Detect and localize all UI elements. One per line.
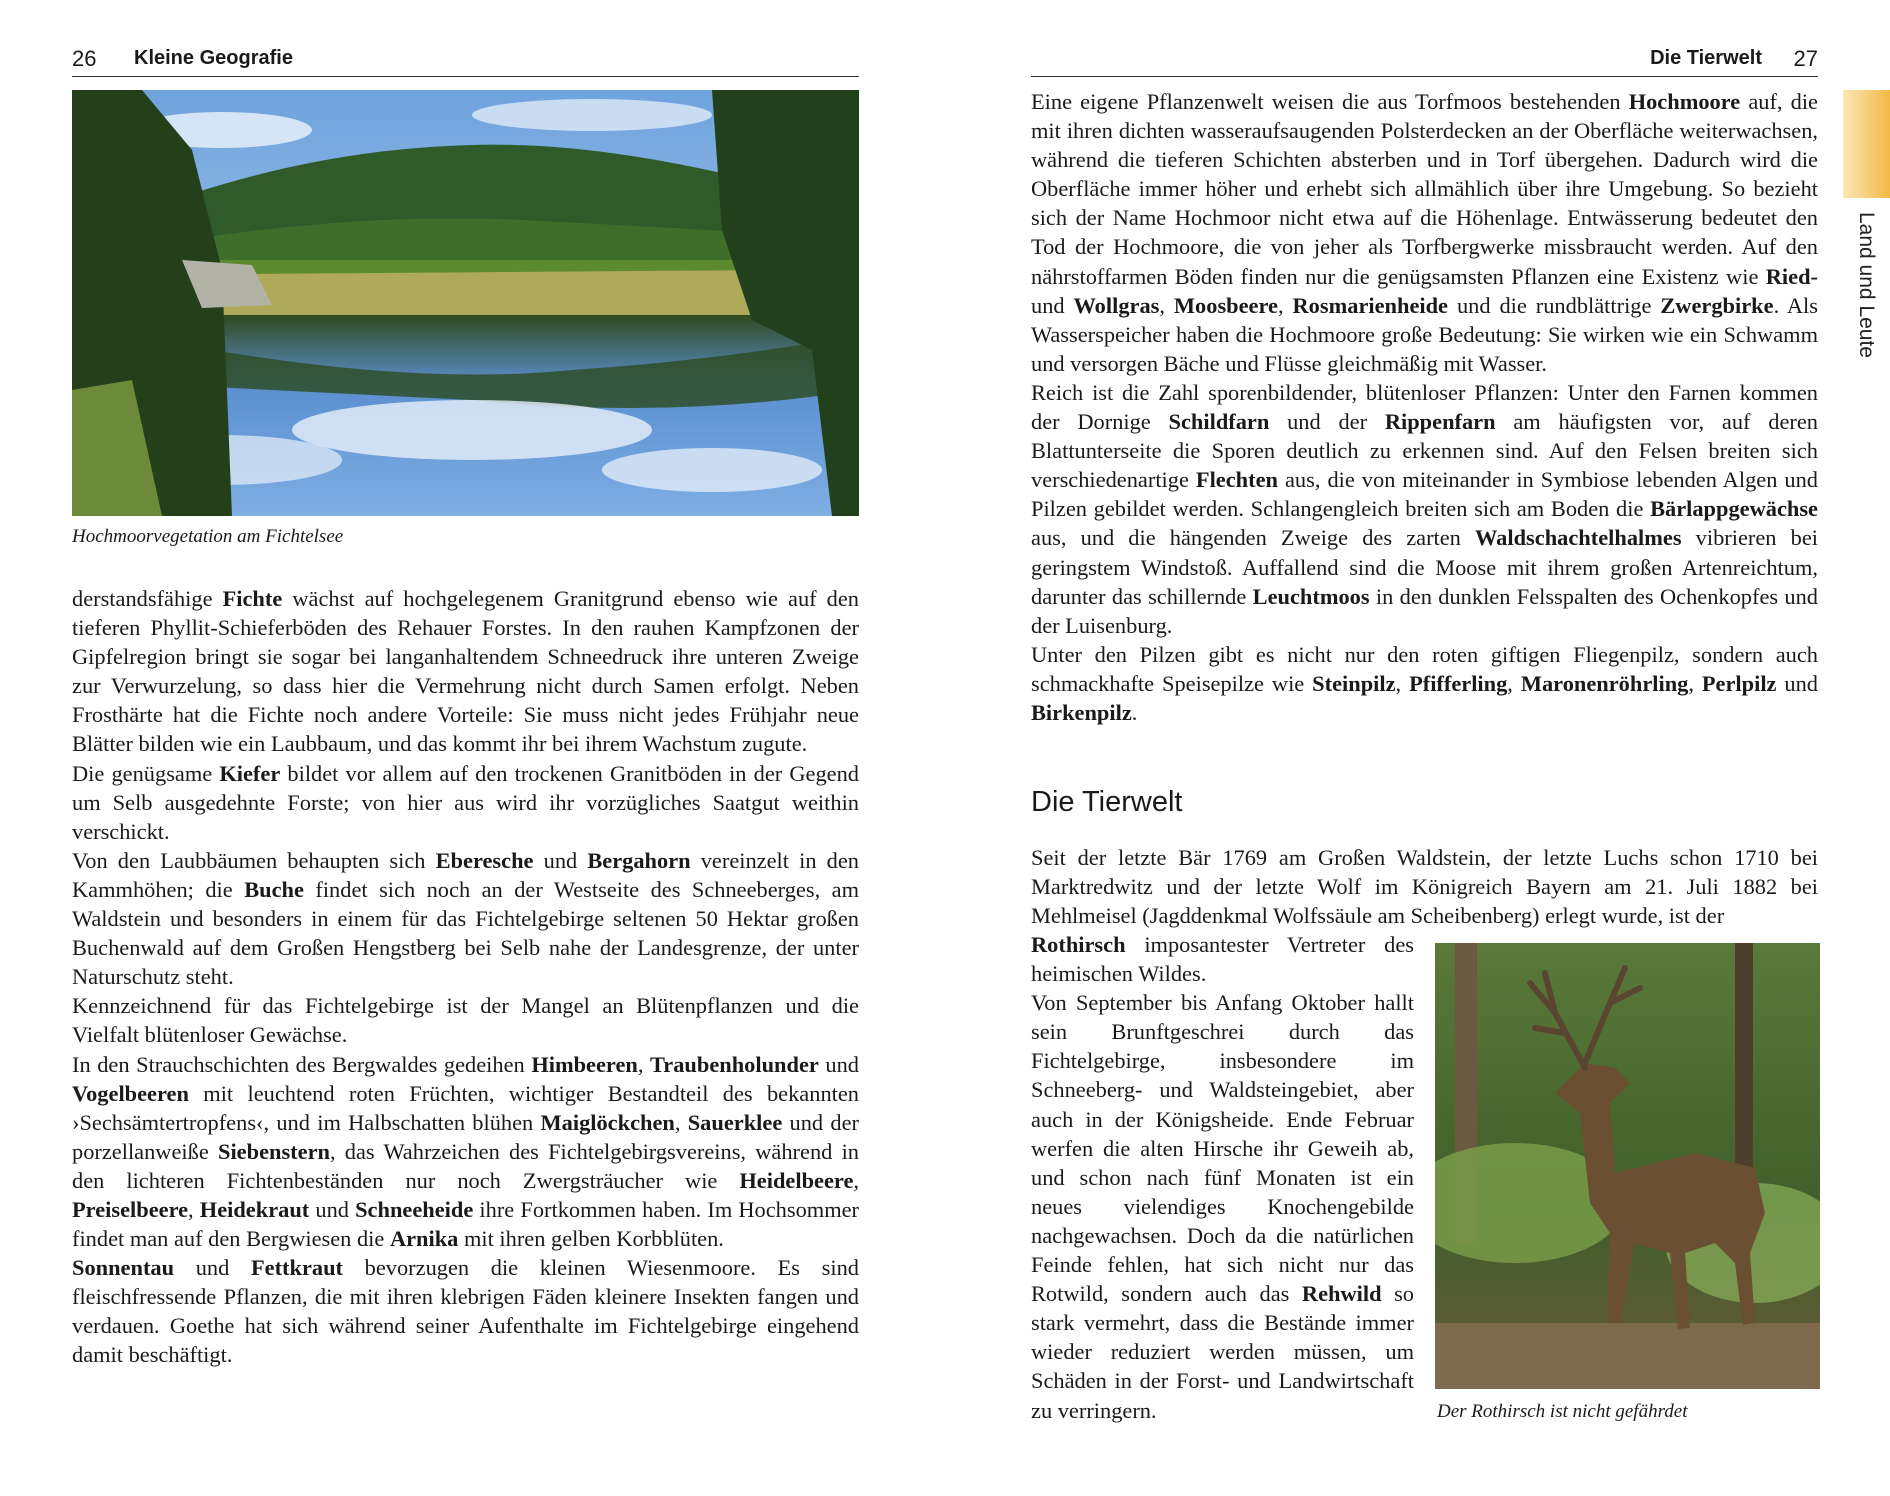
photo-caption: Der Rothirsch ist nicht gefährdet (1437, 1401, 1688, 1422)
body-text-right-intro: Seit der letzte Bär 1769 am Großen Waldstein, der letzte Luchs schon 1710 bei Marktredwitz und der letzte Wolf im Königreich Bayern am 21. Juli 1882 bei Mehlmeisel (Jagddenkmal Wolfssäule am Scheibenberg) erlegt wurde, ist der (1031, 845, 1818, 929)
running-title: Die Tierwelt (1650, 47, 1762, 69)
section-heading: Die Tierwelt (1031, 786, 1183, 818)
chapter-tab-label: Land und Leute (1855, 212, 1878, 358)
running-title: Kleine Geografie (134, 47, 293, 69)
chapter-tab (1843, 90, 1890, 198)
body-text-right-column: Rothirsch imposantester Vertreter des heimischen Wildes. Von September bis Anfang Oktober hallt sein Brunftgeschrei durch das Fichtelgebirge, insbesondere im Schneeberg- und Waldsteingebiet, aber auch in der Königsheide. Ende Februar werfen die alten Hirsche ihr Geweih ab, und schon nach fünf Monaten ist ein neues vielendiges Knochengebilde nachgewachsen. Doch da die natürlichen Feinde fehlen, hat sich nicht nur das Rotwild, sondern auch das Rehwild so stark vermehrt, dass die Bestände immer wieder reduziert werden müssen, um Schäden in der Forst- und Landwirtschaft zu verringern. (1031, 932, 1414, 1423)
photo-caption: Hochmoorvegetation am Fichtelsee (72, 526, 344, 547)
page-header-right (1031, 44, 1818, 77)
lake-photo (72, 90, 859, 516)
body-text-left: derstandsfähige Fichte wächst auf hochgelegenem Granitgrund ebenso wie auf den tieferen Phyllit-Schieferböden des Rehauer Forstes. In den rauhen Kampfzonen der Gipfelregion bringt sie sogar bei langanhaltendem Schneedruck ihre unteren Zweige zur Verwurzelung, so dass hier die Vermehrung nicht durch Samen erfolgt. Neben Frosthärte hat die Fichte noch andere Vorteile: Sie muss nicht jedes Frühjahr neue Blätter bilden wie ein Laubbaum, und das kommt ihr bei ihrem Wachstum zugute. Die genügsame Kiefer bildet vor allem auf den trockenen Granitböden in der Gegend um Selb ausgedehnte Forste; von hier aus wird ihr vorzügliches Saatgut weithin verschickt. Von den Laubbäumen behaupten sich Eberesche und Bergahorn vereinzelt in den Kammhöhen; die Buche findet sich noch an der Westseite des Schneeberges, am Waldstein und besonders in einem für das Fichtelgebirge seltenen 50 Hektar großen Buchenwald auf dem Großen Hengstberg bei Selb nahe der Landesgrenze, der unter Naturschutz steht. Kennzeichnend für das Fichtelgebirge ist der Mangel an Blütenpflanzen und die Vielfalt blütenloser Gewächse. In den Strauchschichten des Bergwaldes gedeihen Himbeeren, Traubenholunder und Vogelbeeren mit leuchtend roten Früchten, wichtiger Bestandteil des bekannten ›Sechsämtertropfens‹, und im Halbschatten blühen Maiglöckchen, Sauerklee und der porzellanweiße Siebenstern, das Wahrzeichen des Fichtelgebirgsvereins, während in den lichteren Fichtenbeständen nur noch Zwergsträucher wie Heidelbeere, Preiselbeere, Heidekraut und Schneeheide ihre Fortkommen haben. Im Hochsommer findet man auf den Bergwiesen die Arnika mit ihren gelben Korbblüten. Sonnentau und Fettkraut bevorzugen die kleinen Wiesenmoore. Es sind fleischfressende Pflanzen, die mit ihren klebrigen Fäden kleinere Insekten fangen und verdauen. Goethe hat sich während seiner Aufenthalte im Fichtelgebirge eingehend damit beschäftigt. (72, 586, 860, 1368)
page-header-left (72, 44, 859, 77)
page-number: 27 (1793, 46, 1818, 71)
page-number: 26 (72, 46, 97, 71)
deer-photo (1435, 943, 1820, 1389)
body-text-right-top: Eine eigene Pflanzenwelt weisen die aus Torfmoos bestehenden Hochmoore auf, die mit ihren dichten wasseraufsaugenden Polsterdecken an der Oberfläche weiterwachsen, während die tieferen Schichten absterben und in Torf übergehen. Dadurch wird die Oberfläche immer höher und erhebt sich allmählich über ihre Umgebung. So bezieht sich der Name Hochmoor nicht etwa auf die Höhenlage. Entwässerung bedeutet den Tod der Hochmoore, die von jeher als Torfbergwerke missbraucht werden. Auf den nährstoffarmen Böden finden nur die genügsamsten Pflanzen eine Existenz wie Ried- und Wollgras, Moosbeere, Rosmarienheide und die rundblättrige Zwergbirke. Als Wasserspeicher haben die Hochmoore große Bedeutung: Sie wirken wie ein Schwamm und versorgen Bäche und Flüsse gleichmäßig mit Wasser. Reich ist die Zahl sporenbildender, blütenloser Pflanzen: Unter den Farnen kommen der Dornige Schildfarn und der Rippenfarn am häufigsten vor, auf deren Blattunterseite die Sporen deutlich zu erkennen sind. Auf den Felsen breiten sich verschiedenartige Flechten aus, die von miteinander in Symbiose lebenden Algen und Pilzen gebildet werden. Schlangengleich breiten sich am Boden die Bärlappgewächse aus, und die hängenden Zweige des zarten Waldschachtelhalmes vibrieren bei geringstem Windstoß. Auffallend sind die Moose mit ihrem großen Artenreichtum, darunter das schillernde Leuchtmoos in den dunklen Felsspalten des Ochenkopfes und der Luisenburg. Unter den Pilzen gibt es nicht nur den roten giftigen Fliegenpilz, sondern auch schmackhafte Speisepilze wie Steinpilz, Pfifferling, Maronenröhrling, Perlpilz und Birkenpilz. (1031, 89, 1819, 725)
